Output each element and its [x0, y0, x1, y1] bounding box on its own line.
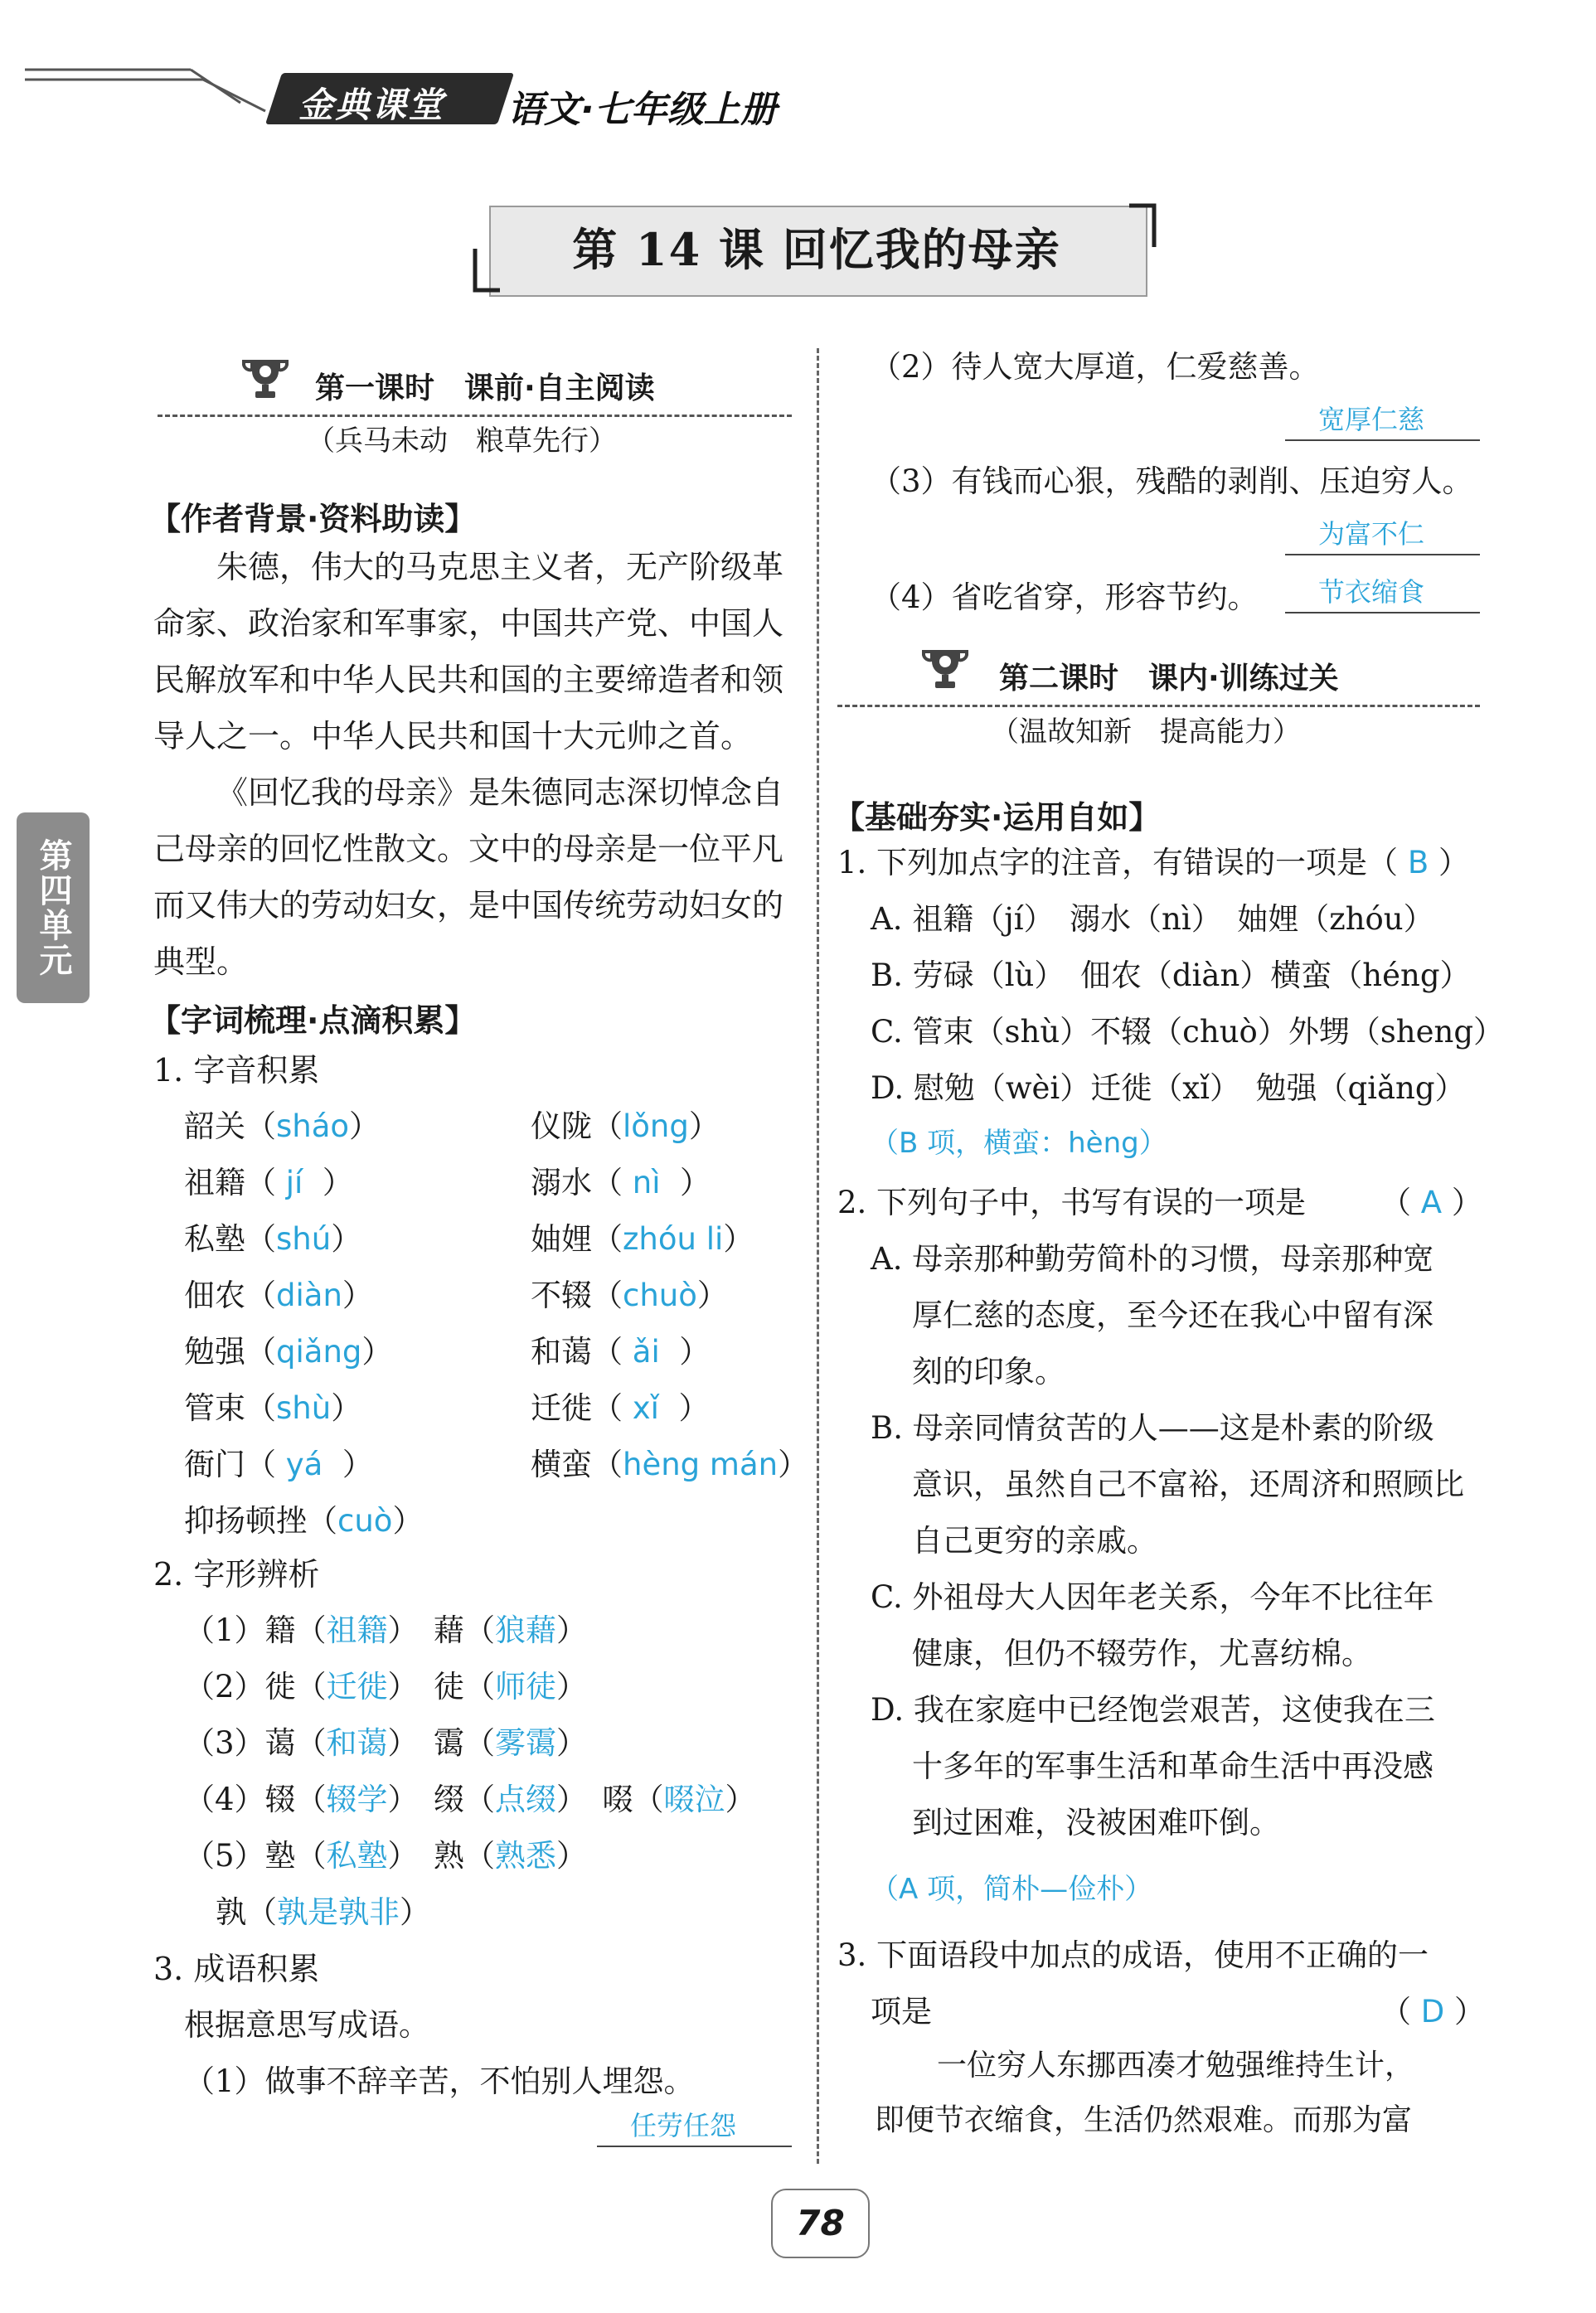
- mc3-passage: 一位穷人东挪西凑才勉强维持生计，: [937, 2049, 1415, 2083]
- mc3-question: 3. 下面语段中加点的成语，使用不正确的一: [837, 1937, 1429, 1973]
- mc2-question: 2. 下列句子中，书写有误的一项是: [837, 1185, 1307, 1220]
- text-span: 衙门（: [184, 1447, 276, 1482]
- answer-line: [1285, 554, 1480, 555]
- text-span: ǎi: [632, 1334, 660, 1370]
- text-span: ）: [556, 1612, 588, 1648]
- mc2-note: （A 项，简朴—俭朴）: [871, 1873, 1153, 1906]
- mc1-option: D. 慰勉（wèi）迁徙（xǐ） 勉强（qiǎng）: [871, 1070, 1466, 1106]
- text-span: ）: [723, 1221, 754, 1257]
- text-span: 横蛮（: [531, 1447, 623, 1482]
- text-span: cuò: [337, 1503, 393, 1539]
- answer-line: [597, 2146, 792, 2147]
- mc2-option-d: D. 我在家庭中已经饱尝艰苦，这使我在三: [871, 1692, 1435, 1728]
- text-span: ）: [678, 1390, 710, 1426]
- text-span: ）: [322, 1165, 353, 1200]
- text-span: chuò: [623, 1278, 697, 1313]
- pinyin-item: [531, 1390, 710, 1426]
- text-span: ）: [392, 1503, 424, 1539]
- mc1-option: C. 管束（shù）不辍（chuò）外甥（sheng）: [871, 1014, 1505, 1050]
- pinyin-item: [184, 1167, 353, 1198]
- text-span: sháo: [276, 1108, 350, 1144]
- pinyin-item: [184, 1503, 424, 1539]
- pinyin-item: [184, 1108, 381, 1144]
- text-span: ）: [331, 1390, 362, 1426]
- text-span: （2）徙（: [184, 1669, 327, 1704]
- section1-subtitle: （兵马未动 粮草先行）: [307, 424, 617, 458]
- idiom-q1-answer: 任劳任怨: [630, 2110, 737, 2141]
- text-span: 雾霭: [495, 1725, 557, 1761]
- text-span: 1. 下列加点字的注音，有错误的一项是（: [837, 845, 1399, 880]
- pinyin-item: [184, 1280, 373, 1311]
- text-span: ）: [680, 1165, 711, 1200]
- text-span: 祖籍: [326, 1612, 388, 1648]
- mc2-answer-bracket: （ A ）: [1380, 1185, 1482, 1220]
- text-span: ）: [361, 1334, 393, 1370]
- text-span: 孰（: [216, 1894, 277, 1930]
- section2-subtitle: （温故知新 提高能力）: [991, 715, 1301, 749]
- text-span: 迁徙（: [531, 1390, 623, 1426]
- text-span: ） 缀（: [387, 1782, 496, 1817]
- idiom-q4: （4）省吃省穿，形容节约。: [871, 579, 1259, 615]
- mc2-option-d-cont: 十多年的军事生活和革命生活中再没感: [912, 1748, 1433, 1784]
- text-span: B: [1407, 845, 1429, 880]
- pinyin-item: [184, 1221, 362, 1257]
- pinyin-item: [531, 1108, 720, 1144]
- text-span: （4）辍（: [184, 1782, 327, 1817]
- text-span: ） 藉（: [387, 1612, 496, 1648]
- text-span: ） 熟（: [387, 1838, 496, 1874]
- answer-line: [1285, 612, 1480, 613]
- mc3-passage-cont: 即便节衣缩食，生活仍然艰难。而那为富: [875, 2103, 1413, 2137]
- mc2-option-a-cont: 厚仁慈的态度，至今还在我心中留有深: [912, 1297, 1433, 1333]
- section2-title: 第二课时 课内·训练过关: [999, 662, 1339, 696]
- text-span: 辍学: [326, 1782, 388, 1817]
- trophy-icon: [240, 355, 290, 401]
- mc3-answer-bracket: （ D ）: [1380, 1994, 1486, 2029]
- mc1-option: B. 劳碌（lù） 佃农（diàn）横蛮（héng）: [871, 958, 1471, 993]
- text-span: hèng mán: [623, 1447, 779, 1482]
- section1-divider: [158, 415, 792, 417]
- pinyin-item: [531, 1221, 754, 1257]
- background-paragraph-2: 《回忆我的母亲》是朱德同志深切悼念自己母亲的回忆性散文。文中的母亲是一位平凡而又伟大的劳动妇女，是中国传统劳动妇女的典型。: [153, 774, 784, 980]
- text-span: （5）塾（: [184, 1838, 327, 1874]
- pinyin-item: [531, 1167, 711, 1198]
- basic-heading: 【基础夯实·运用自如】: [833, 799, 1161, 836]
- section2-divider: [837, 705, 1480, 707]
- mc2-option-b-cont: 意识，虽然自己不富裕，还周济和照顾比: [912, 1467, 1464, 1502]
- text-span: ）: [331, 1221, 362, 1257]
- mc1-question: [837, 847, 1469, 878]
- mc2-option-b-cont: 自己更穷的亲戚。: [912, 1523, 1157, 1559]
- text-span: 私塾: [326, 1838, 388, 1874]
- idiom-q3-answer: 为富不仁: [1318, 518, 1425, 550]
- background-heading: 【作者背景·资料助读】: [149, 501, 477, 537]
- pinyin-item: [184, 1449, 373, 1480]
- pinyin-item: [184, 1390, 362, 1426]
- text-span: 点缀: [495, 1782, 557, 1817]
- zixing-item: [184, 1725, 588, 1761]
- idiom-q1: （1）做事不辞辛苦，不怕别人埋怨。: [184, 2063, 695, 2099]
- mc2-option-b: B. 母亲同情贫苦的人——这是朴素的阶级: [871, 1410, 1434, 1446]
- idiom-q4-answer: 节衣缩食: [1318, 576, 1425, 608]
- header-subject: 语文·七年级上册: [507, 89, 777, 131]
- text-span: 啜泣: [663, 1782, 725, 1817]
- pinyin-item: [531, 1334, 711, 1370]
- text-span: jí: [285, 1165, 303, 1200]
- text-span: ）: [556, 1725, 588, 1761]
- text-span: D: [1420, 1994, 1445, 2029]
- zixing-item: [184, 1671, 587, 1702]
- text-span: diàn: [276, 1278, 342, 1313]
- text-span: nì: [632, 1165, 661, 1200]
- column-divider: [817, 348, 819, 2164]
- text-span: qiǎng: [276, 1334, 362, 1370]
- page-title: 第 14 课 回忆我的母亲: [572, 223, 1061, 276]
- text-span: ） 啜（: [556, 1782, 664, 1817]
- text-span: 不辍（: [531, 1278, 623, 1313]
- text-span: （1）籍（: [184, 1612, 327, 1648]
- trophy-icon: [920, 645, 970, 691]
- text-span: 狼藉: [495, 1612, 557, 1648]
- text-span: 勉强（: [184, 1334, 276, 1370]
- mc2-option-a-cont: 刻的印象。: [912, 1354, 1065, 1389]
- header-brand: 金典课堂: [298, 85, 445, 125]
- text-span: ） 霭（: [387, 1725, 496, 1761]
- text-span: 仪陇（: [531, 1108, 623, 1144]
- section1-title: 第一课时 课前·自主阅读: [315, 371, 655, 405]
- idiom-intro: 根据意思写成语。: [184, 2007, 429, 2043]
- zixing-item: [184, 1784, 756, 1815]
- mc2-option-a: A. 母亲那种勤劳简朴的习惯，母亲那种宽: [871, 1241, 1434, 1277]
- text-span: 熟悉: [495, 1838, 557, 1874]
- text-span: ）: [400, 1894, 430, 1930]
- idiom-q3: （3）有钱而心狠，残酷的剥削、压迫穷人。: [871, 463, 1473, 499]
- zixing-item: [184, 1612, 588, 1648]
- unit-side-tab: 第四单元: [17, 812, 90, 1003]
- words-heading: 【字词梳理·点滴积累】: [149, 1002, 477, 1039]
- text-span: （3）蔼（: [184, 1725, 327, 1761]
- answer-line: [1285, 439, 1480, 441]
- idiom-q2-answer: 宽厚仁慈: [1318, 404, 1425, 435]
- page-number: 78: [771, 2189, 870, 2258]
- mc1-option: A. 祖籍（jí） 溺水（nì） 妯娌（zhóu）: [871, 901, 1434, 937]
- header-decor-lines: [25, 61, 274, 119]
- mc2-option-c-cont: 健康，但仍不辍劳作，尤喜纺棉。: [912, 1636, 1372, 1671]
- text-span: ）: [342, 1278, 373, 1313]
- text-span: 管束（: [184, 1390, 276, 1426]
- mc3-question-cont: 项是: [871, 1994, 932, 2029]
- text-span: shú: [276, 1221, 332, 1257]
- text-span: ）: [1438, 845, 1469, 880]
- text-span: 迁徙: [326, 1669, 388, 1704]
- idiom-q2: （2）待人宽大厚道，仁爱慈善。: [871, 349, 1320, 385]
- pinyin-section-label: 1. 字音积累: [153, 1052, 320, 1089]
- mc2-option-d-cont: 到过困难，没被困难吓倒。: [912, 1805, 1280, 1840]
- text-span: ）: [696, 1278, 728, 1313]
- pinyin-item: [531, 1280, 728, 1311]
- pinyin-item: [184, 1334, 393, 1370]
- pinyin-item: [531, 1449, 808, 1480]
- text-span: 孰是孰非: [277, 1894, 400, 1930]
- text-span: ）: [688, 1108, 720, 1144]
- text-span: A: [1420, 1185, 1443, 1220]
- zixing-item: [184, 1838, 588, 1874]
- text-span: 师徒: [495, 1669, 557, 1704]
- text-span: 韶关（: [184, 1108, 276, 1144]
- text-span: ）: [342, 1447, 373, 1482]
- text-span: ） 徒（: [387, 1669, 496, 1704]
- text-span: 祖籍（: [184, 1165, 276, 1200]
- text-span: yá: [285, 1447, 323, 1482]
- text-span: lǒng: [623, 1108, 689, 1144]
- idiom-section-label: 3. 成语积累: [153, 1951, 320, 1987]
- text-span: ）: [725, 1782, 756, 1817]
- text-span: 溺水（: [531, 1165, 623, 1200]
- text-span: ）: [679, 1334, 711, 1370]
- text-span: 和蔼: [326, 1725, 388, 1761]
- text-span: shù: [276, 1390, 332, 1426]
- text-span: 私塾（: [184, 1221, 276, 1257]
- text-span: 佃农（: [184, 1278, 276, 1313]
- text-span: 和蔼（: [531, 1334, 623, 1370]
- text-span: ）: [556, 1838, 588, 1874]
- text-span: zhóu li: [623, 1221, 724, 1257]
- text-span: ）: [556, 1669, 588, 1704]
- mc2-option-c: C. 外祖母大人因年老关系，今年不比往年: [871, 1579, 1434, 1615]
- text-span: ）: [778, 1447, 809, 1482]
- mc1-note: （B 项，横蛮：hèng）: [871, 1127, 1167, 1160]
- text-span: xǐ: [632, 1390, 659, 1426]
- text-span: 妯娌（: [531, 1221, 623, 1257]
- zixing-section-label: 2. 字形辨析: [153, 1556, 320, 1593]
- text-span: ）: [349, 1108, 381, 1144]
- zixing-item: [216, 1894, 430, 1930]
- text-span: 抑扬顿挫（: [184, 1503, 337, 1539]
- background-paragraph-1: 朱德，伟大的马克思主义者，无产阶级革命家、政治家和军事家，中国共产党、中国人民解放军和中华人民共和国的主要缔造者和领导人之一。中华人民共和国十大元帅之首。: [153, 549, 784, 754]
